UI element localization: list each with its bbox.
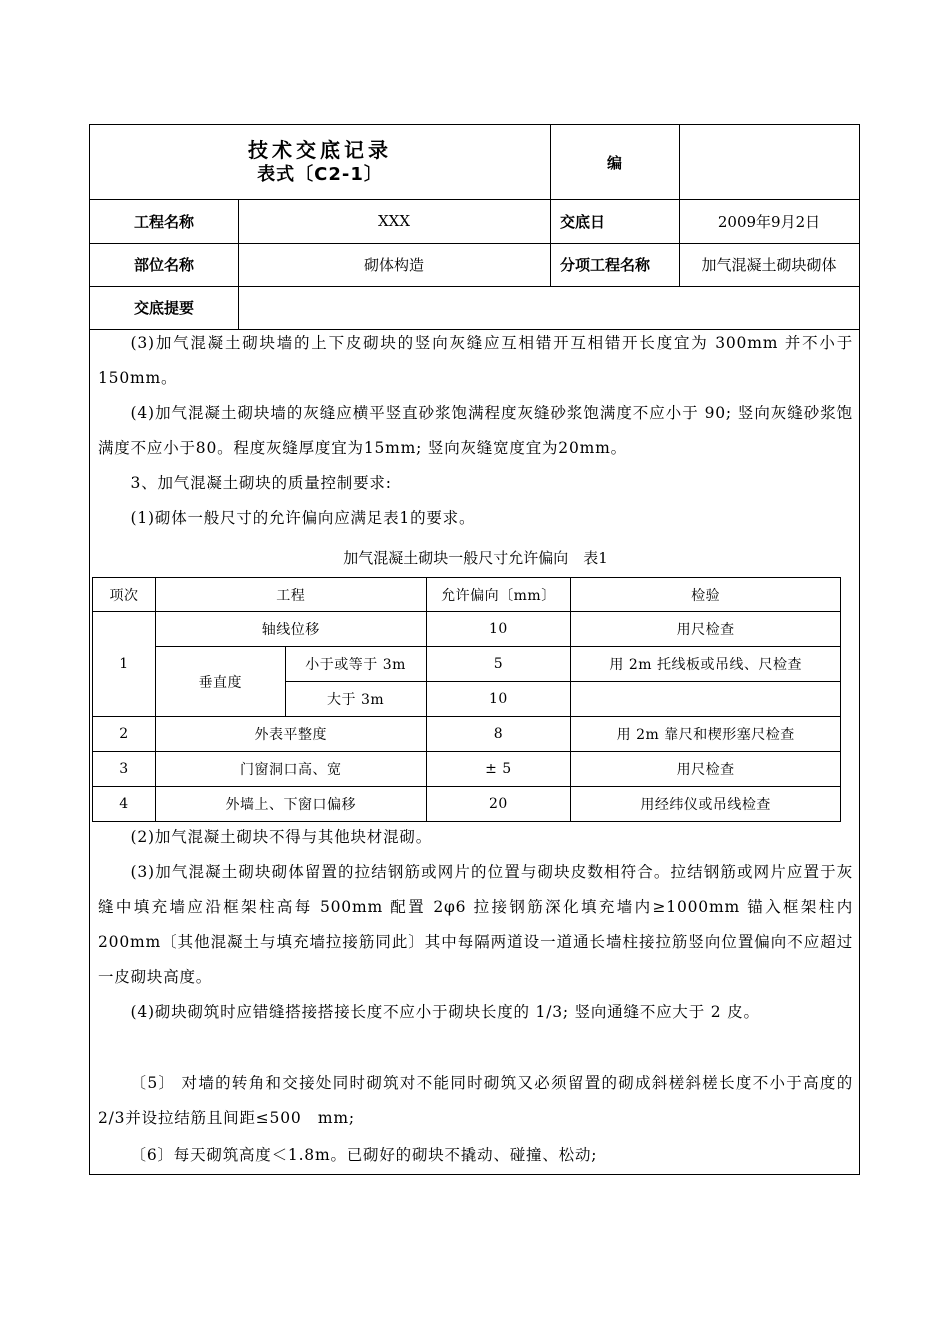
table-cell: 8 <box>426 717 571 752</box>
table-cell: ± 5 <box>426 752 571 787</box>
table-cell: 20 <box>426 787 571 822</box>
table-header-cell: 检验 <box>571 578 841 612</box>
table-row <box>93 647 841 682</box>
project-name-label: 工程名称 <box>133 212 194 231</box>
sub-project-value: 加气混凝土砌块砌体 <box>701 256 837 274</box>
table-cell: 10 <box>426 612 571 647</box>
table-cell: 10 <box>426 682 571 717</box>
project-name-value: XXX <box>377 212 411 230</box>
paragraph: (1)砌体一般尺寸的允许偏向应满足表1的要求。 <box>130 509 476 527</box>
table-header-cell: 允许偏向〔mm〕 <box>426 578 571 612</box>
paragraph: (2)加气混凝土砌块不得与其他块材混砌。 <box>130 828 433 846</box>
table-row <box>93 752 841 787</box>
paragraph: 3、加气混凝土砌块的质量控制要求: <box>130 474 392 492</box>
table-cell: 用 2m 托线板或吊线、尺检查 <box>571 647 841 682</box>
form-title-main: 技术交底记录 <box>248 138 392 162</box>
table-cell: 用尺检查 <box>571 752 841 787</box>
form-title <box>90 125 550 199</box>
part-name-label: 部位名称 <box>133 256 194 274</box>
table-cell <box>571 682 841 717</box>
summary-label: 交底提要 <box>133 299 194 317</box>
table-cell: 用经纬仪或吊线检查 <box>571 787 841 822</box>
code-value <box>679 125 859 199</box>
paragraph: (4)砌块砌筑时应错缝搭接搭接长度不应小于砌块长度的 1/3; 竖向通缝不应大于 2 皮。 <box>130 1003 760 1021</box>
table-cell: 4 <box>93 787 156 822</box>
table-cell: 5 <box>426 647 571 682</box>
date-value: 2009年9月2日 <box>717 212 821 231</box>
paragraph: 〔5〕 对墙的转角和交接处同时砌筑对不能同时砌筑又必须留置的砌成斜槎斜槎长度不小于高度的2/3并设拉结筋且间距≤500 mm; <box>98 1074 853 1127</box>
table-cell: 垂直度 <box>155 647 285 717</box>
paragraph: 〔6〕每天砌筑高度＜1.8m。已砌好的砌块不撬动、碰撞、松动; <box>130 1146 598 1164</box>
table-header-cell: 工程 <box>155 578 426 612</box>
paragraph: (3)加气混凝土砌块砌体留置的拉结钢筋或网片的位置与砌块皮数相符合。拉结钢筋或网片应置于灰缝中填充墙应沿框架柱高每 500mm 配置 2φ6 拉接钢筋深化填充墙内≥1000mm 锚入框架柱内 200mm〔其他混凝土与填充墙拉接筋同此〕其中每隔两道设一道通长墙柱接拉筋竖向位置偏向不应超过一皮砌块高度。 <box>98 863 853 986</box>
table-cell: 门窗洞口高、宽 <box>155 752 426 787</box>
table-row <box>93 717 841 752</box>
table-cell: 外表平整度 <box>155 717 426 752</box>
table-cell: 用尺检查 <box>571 612 841 647</box>
table-cell: 用 2m 靠尺和楔形塞尺检查 <box>571 717 841 752</box>
sub-project-label: 分项工程名称 <box>560 256 651 274</box>
table-row <box>93 787 841 822</box>
table-cell: 1 <box>93 612 156 717</box>
table-header-cell: 项次 <box>93 578 156 612</box>
table-cell: 小于或等于 3m <box>285 647 426 682</box>
form-title-code: 表式〔C2-1〕 <box>257 164 383 185</box>
table-cell: 大于 3m <box>285 682 426 717</box>
code-label: 编 <box>606 153 622 172</box>
table-cell: 外墙上、下窗口偏移 <box>155 787 426 822</box>
technical-disclosure-form <box>89 124 860 1175</box>
paragraph: (3)加气混凝土砌块墙的上下皮砌块的竖向灰缝应互相错开互相错开长度宜为 300mm 并不小于150mm。 <box>98 334 853 387</box>
table-cell: 2 <box>93 717 156 752</box>
table-row <box>93 612 841 647</box>
part-name-value: 砌体构造 <box>363 256 424 274</box>
summary-value <box>238 286 859 329</box>
table-cell: 3 <box>93 752 156 787</box>
table-caption: 加气混凝土砌块一般尺寸允许偏向 表1 <box>343 549 608 567</box>
table-cell: 轴线位移 <box>155 612 426 647</box>
paragraph: (4)加气混凝土砌块墙的灰缝应横平竖直砂浆饱满程度灰缝砂浆饱满度不应小于 90; 竖向灰缝砂浆饱满度不应小于80。程度灰缝厚度宜为15mm; 竖向灰缝宽度宜为20mm。 <box>98 404 853 457</box>
date-label: 交底日 <box>560 212 606 231</box>
table-header-row <box>93 578 841 612</box>
tolerance-table <box>92 577 841 822</box>
